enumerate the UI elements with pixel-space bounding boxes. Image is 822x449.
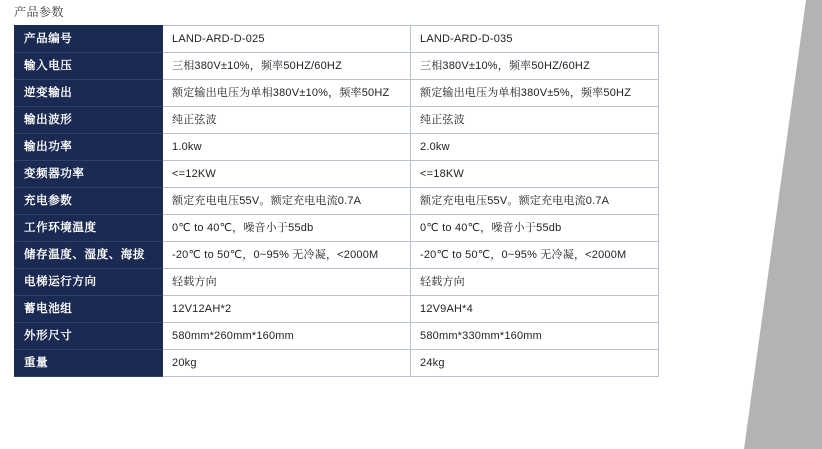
- row-value-model-035: 纯正弦波: [411, 107, 659, 134]
- row-value-model-025: 纯正弦波: [163, 107, 411, 134]
- table-row: [15, 350, 659, 377]
- table-row: [15, 26, 659, 53]
- row-value-model-025: -20℃ to 50℃，0~95% 无冷凝，<2000M: [163, 242, 411, 269]
- table-row: [15, 134, 659, 161]
- row-value-model-035: 12V9AH*4: [411, 296, 659, 323]
- row-value-model-025: 额定输出电压为单相380V±10%，频率50HZ: [163, 80, 411, 107]
- row-value-model-035: 0℃ to 40℃，噪音小于55db: [411, 215, 659, 242]
- table-row: [15, 269, 659, 296]
- row-value-model-025: LAND-ARD-D-025: [163, 26, 411, 53]
- row-label: 产品编号: [15, 26, 163, 53]
- table-row: [15, 80, 659, 107]
- row-value-model-025: 0℃ to 40℃，噪音小于55db: [163, 215, 411, 242]
- row-label: 充电参数: [15, 188, 163, 215]
- row-value-model-035: 额定输出电压为单相380V±5%，频率50HZ: [411, 80, 659, 107]
- row-value-model-035: <=18KW: [411, 161, 659, 188]
- table-body: [15, 26, 659, 377]
- row-value-model-025: 580mm*260mm*160mm: [163, 323, 411, 350]
- product-spec-table: [14, 25, 659, 377]
- row-value-model-025: 12V12AH*2: [163, 296, 411, 323]
- row-label: 逆变输出: [15, 80, 163, 107]
- row-value-model-025: 轻载方向: [163, 269, 411, 296]
- row-value-model-035: 24kg: [411, 350, 659, 377]
- row-label: 重量: [15, 350, 163, 377]
- row-value-model-025: 20kg: [163, 350, 411, 377]
- row-label: 输入电压: [15, 53, 163, 80]
- row-value-model-035: LAND-ARD-D-035: [411, 26, 659, 53]
- table-row: [15, 215, 659, 242]
- table-row: [15, 161, 659, 188]
- table-row: [15, 323, 659, 350]
- row-value-model-035: 580mm*330mm*160mm: [411, 323, 659, 350]
- row-label: 电梯运行方向: [15, 269, 163, 296]
- table-row: [15, 296, 659, 323]
- row-label: 外形尺寸: [15, 323, 163, 350]
- row-label: 工作环境温度: [15, 215, 163, 242]
- row-label: 输出功率: [15, 134, 163, 161]
- page-title: 产品参数: [14, 5, 65, 19]
- row-value-model-035: 三相380V±10%，频率50HZ/60HZ: [411, 53, 659, 80]
- row-label: 储存温度、湿度、海拔: [15, 242, 163, 269]
- row-value-model-025: 1.0kw: [163, 134, 411, 161]
- table-row: [15, 107, 659, 134]
- row-value-model-025: <=12KW: [163, 161, 411, 188]
- row-label: 蓄电池组: [15, 296, 163, 323]
- table-row: [15, 53, 659, 80]
- row-value-model-035: 轻载方向: [411, 269, 659, 296]
- row-label: 变频器功率: [15, 161, 163, 188]
- row-value-model-025: 三相380V±10%，频率50HZ/60HZ: [163, 53, 411, 80]
- row-label: 输出波形: [15, 107, 163, 134]
- row-value-model-035: 2.0kw: [411, 134, 659, 161]
- table-row: [15, 242, 659, 269]
- row-value-model-035: -20℃ to 50℃，0~95% 无冷凝，<2000M: [411, 242, 659, 269]
- table-row: [15, 188, 659, 215]
- row-value-model-035: 额定充电电压55V。额定充电电流0.7A: [411, 188, 659, 215]
- row-value-model-025: 额定充电电压55V。额定充电电流0.7A: [163, 188, 411, 215]
